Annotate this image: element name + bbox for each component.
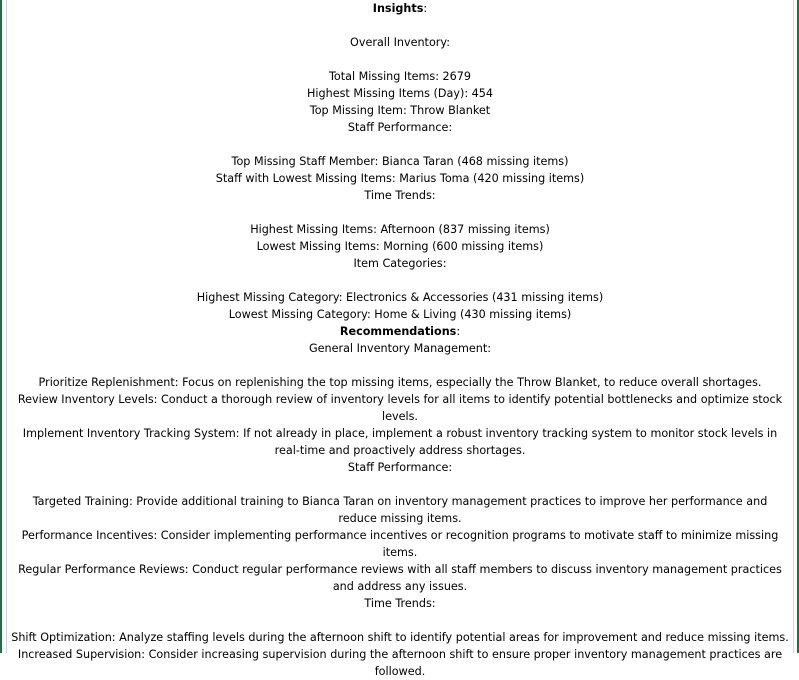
lowest-time: Lowest Missing Items: Morning (600 missing items) (256, 240, 544, 253)
insights-heading: Insights (372, 2, 424, 15)
top-item: Top Missing Item: Throw Blanket (309, 104, 491, 117)
top-staff: Top Missing Staff Member: Bianca Taran (468 missing items) (231, 155, 569, 168)
time-title-2: Time Trends: (364, 597, 436, 610)
insights-heading-line (7, 0, 793, 17)
categories-title: Item Categories: (353, 257, 447, 270)
merged-cell[interactable] (7, 0, 793, 678)
rec-shift: Shift Optimization: Analyze staffing levels during the afternoon shift to identify potential areas for improvement and reduce missing items. (11, 631, 789, 644)
staff-title: Staff Performance: (347, 121, 453, 134)
recommendations-colon: : (456, 325, 461, 338)
insights-colon: : (423, 2, 428, 15)
rec-review: Review Inventory Levels: Conduct a thorough review of inventory levels for all items to identify potential bottlenecks and optimize stock levels. (17, 393, 786, 423)
blank-line (7, 17, 793, 34)
recommendations-heading: Recommendations (339, 325, 457, 338)
highest-day: Highest Missing Items (Day): 454 (307, 87, 493, 100)
lowest-category: Lowest Missing Category: Home & Living (430 missing items) (228, 308, 572, 321)
rec-incentives: Performance Incentives: Consider implementing performance incentives or recognition programs to motivate staff to minimize missing items. (21, 529, 782, 559)
total-missing: Total Missing Items: 2679 (328, 70, 472, 83)
general-title: General Inventory Management: (308, 342, 492, 355)
recommendations-heading-line (7, 323, 793, 340)
highest-time: Highest Missing Items: Afternoon (837 missing items) (250, 223, 550, 236)
lowest-staff: Staff with Lowest Missing Items: Marius Toma (420 missing items) (215, 172, 585, 185)
time-title: Time Trends: (364, 189, 436, 202)
blank-line (7, 272, 793, 289)
blank-line (7, 357, 793, 374)
rec-supervision: Increased Supervision: Consider increasing supervision during the afternoon shift to ensure proper inventory management practices are followed. (17, 648, 786, 678)
highest-category: Highest Missing Category: Electronics & Accessories (431 missing items) (196, 291, 604, 304)
blank-line (7, 51, 793, 68)
blank-line (7, 136, 793, 153)
selection-edge-left (0, 0, 2, 653)
rec-replenish: Prioritize Replenishment: Focus on replenishing the top missing items, especially the Throw Blanket, to reduce overall shortages. (38, 376, 762, 389)
blank-line (7, 204, 793, 221)
rec-tracking: Implement Inventory Tracking System: If not already in place, implement a robust inventory tracking system to monitor stock levels in real-time and proactively address shortages. (22, 427, 781, 457)
rec-training: Targeted Training: Provide additional training to Bianca Taran on inventory management practices to improve her performance and reduce missing items. (32, 495, 771, 525)
overall-title: Overall Inventory: (350, 36, 450, 49)
rec-reviews: Regular Performance Reviews: Conduct regular performance reviews with all staff members to discuss inventory management practices and address any issues. (18, 563, 786, 593)
blank-line (7, 612, 793, 629)
staff-title-2: Staff Performance: (347, 461, 453, 474)
blank-line (7, 476, 793, 493)
